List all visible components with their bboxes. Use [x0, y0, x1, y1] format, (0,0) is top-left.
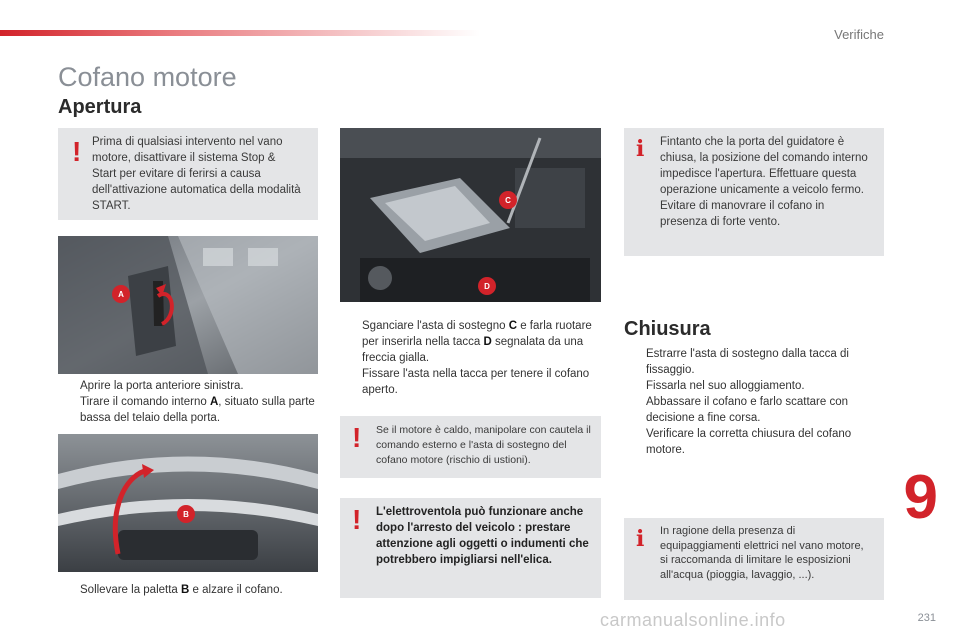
list-item: Estrarre l'asta di sostegno dalla tacca di fissaggio. — [646, 348, 849, 376]
steps-lift-hood — [58, 582, 320, 598]
list-item: Tirare il comando interno A, situato sulla parte bassa del telaio della porta. — [80, 396, 315, 424]
callout-d-label: D — [484, 282, 490, 291]
warning-text: Se il motore è caldo, manipolare con cautela il comando esterno e l'asta di sostegno del cofano motore (rischio di ustioni). — [376, 424, 591, 466]
callout-c-label: C — [505, 196, 511, 205]
callout-a-label: A — [118, 290, 124, 299]
warning-box-cooling-fan — [340, 498, 601, 598]
watermark-text: carmanualsonline.info — [600, 610, 786, 630]
warning-text: L'elettroventola può funzionare anche dopo l'arresto del veicolo : prestare attenzione agli oggetti o indumenti che potrebbero impigliarsi nell'elica. — [376, 506, 589, 566]
section-heading-closing: Chiusura — [624, 318, 711, 340]
steps-hood-support — [340, 318, 602, 398]
info-icon: i — [636, 136, 645, 162]
warning-text: Prima di qualsiasi intervento nel vano motore, disattivare il sistema Stop & Start per evitare di ferirsi a causa dell'attivazione automatica della modalità START. — [92, 136, 301, 212]
list-item: Fissarla nel suo alloggiamento. — [646, 380, 805, 392]
list-item: Aprire la porta anteriore sinistra. — [80, 380, 244, 392]
photo-door-release — [58, 236, 318, 374]
chapter-number: 9 — [903, 463, 938, 532]
section-label: Verifiche — [834, 27, 884, 42]
steps-closing — [624, 346, 886, 458]
warning-box-stop-start — [58, 128, 318, 220]
warning-exclamation-icon: ! — [352, 504, 362, 535]
info-text: In ragione della presenza di equipaggiamenti elettrici nel vano motore, si raccomanda di limitare le esposizioni all'acqua (pioggia, lavaggio, ...). — [660, 525, 864, 581]
steps-opening-door — [58, 378, 320, 426]
header-accent-bar — [0, 30, 480, 36]
engine-bay-illustration — [340, 128, 601, 302]
info-text: Fintanto che la porta del guidatore è chiusa, la posizione del comando interno impedisce l'apertura. Effettuare questa operazione unicamente a veicolo fermo. Evitare di manovrare il cofano in presenza di forte vento. — [660, 136, 868, 228]
info-icon: i — [636, 526, 645, 552]
list-item: Sollevare la paletta B e alzare il cofano. — [80, 584, 283, 596]
list-item: Abbassare il cofano e farlo scattare con decisione a fine corsa. — [646, 396, 849, 424]
photo-engine-bay — [340, 128, 601, 302]
photo-hood-latch — [58, 434, 318, 572]
section-heading-opening: Apertura — [58, 96, 142, 118]
list-item: Fissare l'asta nella tacca per tenere il cofano aperto. — [362, 368, 590, 396]
page-title: Cofano motore — [58, 62, 237, 92]
hood-latch-illustration — [58, 434, 318, 572]
callout-b-label: B — [183, 510, 189, 519]
list-item: Verificare la corretta chiusura del cofano motore. — [646, 428, 852, 456]
page-number: 231 — [917, 612, 936, 624]
warning-exclamation-icon: ! — [72, 136, 82, 167]
list-item: Sganciare l'asta di sostegno C e farla ruotare per inserirla nella tacca D segnalata da una freccia gialla. — [362, 320, 592, 364]
warning-exclamation-icon: ! — [352, 422, 362, 453]
info-box-water-exposure — [624, 518, 884, 600]
warning-box-hot-engine — [340, 416, 601, 478]
door-release-illustration — [58, 236, 318, 374]
info-box-driver-door — [624, 128, 884, 256]
